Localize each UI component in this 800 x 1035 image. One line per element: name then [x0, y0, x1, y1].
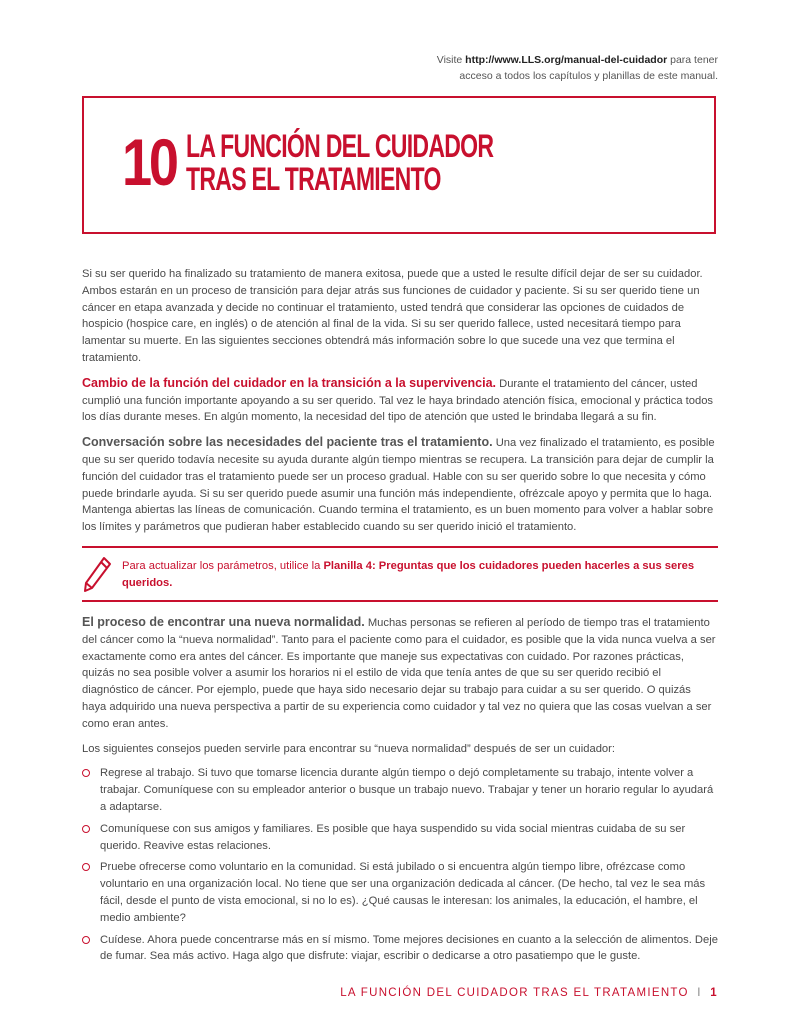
circle-bullet-icon	[82, 825, 90, 833]
section-new-normal-body: Muchas personas se refieren al período de tiempo tras el tratamiento del cáncer como la “nueva normalidad”. Tanto para el paciente como para el cuidador, es posible que la vida nunca vuelva a ser exactamente como era antes del cáncer. Es importante que maneje sus expectativas con cuidado. Por razones prácticas, quizás no sea posible volver a asumir los horarios ni el estilo de vida que tenía antes de que su ser querido recibió el diagnóstico de cáncer. Por ejemplo, puede que haya sido necesario dejar su trabajo para cuidar a su ser querido. O quizás haya adquirido una nueva perspectiva a partir de su experiencia como cuidador y tal vez no quiera que las cosas vuelvan a ser como eran antes.	[82, 616, 716, 730]
circle-bullet-icon	[82, 769, 90, 777]
list-item	[82, 821, 718, 855]
list-item	[82, 932, 718, 966]
tip-text: Comuníquese con sus amigos y familiares. Es posible que haya suspendido su vida social mientras cuidaba de su ser querido. Reavive estas relaciones.	[100, 822, 686, 852]
page-footer	[340, 987, 718, 999]
chapter-title	[186, 130, 493, 196]
page-number: 1	[710, 987, 718, 999]
section-patient-needs-body: Una vez finalizado el tratamiento, es posible que su ser querido todavía necesite su ayuda durante algún tiempo mientras se recupera. La transición para dejar de cumplir la función del cuidador tras el tratamiento puede ser un proceso gradual. Hable con su ser querido sobre lo que necesita y cómo puede brindarle ayuda. Si su ser querido puede asumir una función más independiente, ofrézcale apoyo y permita que lo haga. Mantenga abiertas las líneas de comunicación. Cuando termina el tratamiento, es un buen momento para volver a hablar sobre los límites y parámetros que pudieran haber establecido cuando su ser querido inició el tratamiento.	[82, 437, 715, 534]
tip-text: Regrese al trabajo. Si tuvo que tomarse licencia durante algún tiempo o dejó completamente su trabajo, intente volver a trabajar. Comuníquese con su empleador anterior o busque un trabajo nuevo. Trabajar y tener un horario regular lo ayudará a adaptarse.	[100, 767, 714, 813]
worksheet-note	[82, 546, 718, 602]
pencil-icon	[82, 554, 112, 594]
chapter-number: 10	[122, 125, 176, 199]
main-content	[82, 266, 718, 970]
section-caregiver-role-heading: Cambio de la función del cuidador en la transición a la supervivencia.	[82, 375, 497, 390]
circle-bullet-icon	[82, 863, 90, 871]
footer-title: LA FUNCIÓN DEL CUIDADOR TRAS EL TRATAMIENTO	[340, 987, 689, 999]
header-note-suffix: para tener	[670, 54, 718, 66]
tip-text: Cuídese. Ahora puede concentrarse más en sí mismo. Tome mejores decisiones en cuanto a la selección de alimentos. Deje de fumar. Sea más activo. Haga algo que disfrute: viajar, escribir o dedicarse a otro pasatiempo que le guste.	[100, 933, 718, 963]
worksheet-note-link[interactable]: Planilla 4: Preguntas que los cuidadores pueden hacerles a sus seres queridos.	[122, 559, 695, 589]
section-caregiver-role-body: Durante el tratamiento del cáncer, usted cumplió una función importante apoyando a su ser querido. Tal vez le haya brindado atención física, emocional y práctica todos los días durante meses. En algún momento, la necesidad del tipo de atención que usted le brindaba llegará a su fin.	[82, 377, 714, 424]
section-new-normal-heading: El proceso de encontrar una nueva normalidad.	[82, 614, 365, 629]
header-note-url[interactable]: http://www.LLS.org/manual-del-cuidador	[465, 54, 668, 66]
list-item	[82, 765, 718, 815]
chapter-title-line1: LA FUNCIÓN DEL CUIDADOR	[186, 128, 494, 164]
section-new-normal	[82, 614, 718, 733]
footer-separator: I	[697, 987, 702, 999]
header-note	[437, 52, 718, 84]
worksheet-note-prefix: Para actualizar los parámetros, utilice la	[122, 559, 321, 572]
chapter-title-line2: TRAS EL TRATAMIENTO	[186, 161, 441, 197]
tips-intro: Los siguientes consejos pueden servirle para encontrar su “nueva normalidad” después de ser un cuidador:	[82, 742, 615, 755]
intro-paragraph: Si su ser querido ha finalizado su tratamiento de manera exitosa, puede que a usted le resulte difícil dejar de ser su cuidador. Ambos estarán en un proceso de transición para dejar atrás sus funciones de cuidador y paciente. Si su ser querido tiene un cáncer en etapa avanzada y decide no continuar el tratamiento, usted tendrá que considerar las opciones de cuidados de hospicio (hospice care, en inglés) o de atención al final de la vida. Si su ser querido fallece, usted necesitará tiempo para lamentar su muerte. En las siguientes secciones obtendrá más información sobre lo que sucede una vez que termina el tratamiento.	[82, 268, 703, 364]
tips-list	[82, 765, 718, 965]
tip-text: Pruebe ofrecerse como voluntario en la comunidad. Si está jubilado o si encuentra algún tiempo libre, ofrézcase como voluntario en una organización local. No tiene que ser una organización dedicada al cáncer. (De hecho, tal vez le sea más fácil, desde el punto de vista emocional, si no lo es). ¿Qué causas le interesan: los animales, la educación, el hambre, el medio ambiente?	[100, 861, 706, 924]
section-patient-needs	[82, 434, 718, 536]
circle-bullet-icon	[82, 936, 90, 944]
header-note-prefix: Visite	[436, 54, 463, 66]
section-caregiver-role	[82, 375, 718, 426]
header-note-line2: acceso a todos los capítulos y planillas de este manual.	[459, 70, 718, 82]
chapter-title-box	[82, 96, 716, 234]
list-item	[82, 859, 718, 926]
section-patient-needs-heading: Conversación sobre las necesidades del paciente tras el tratamiento.	[82, 435, 493, 450]
